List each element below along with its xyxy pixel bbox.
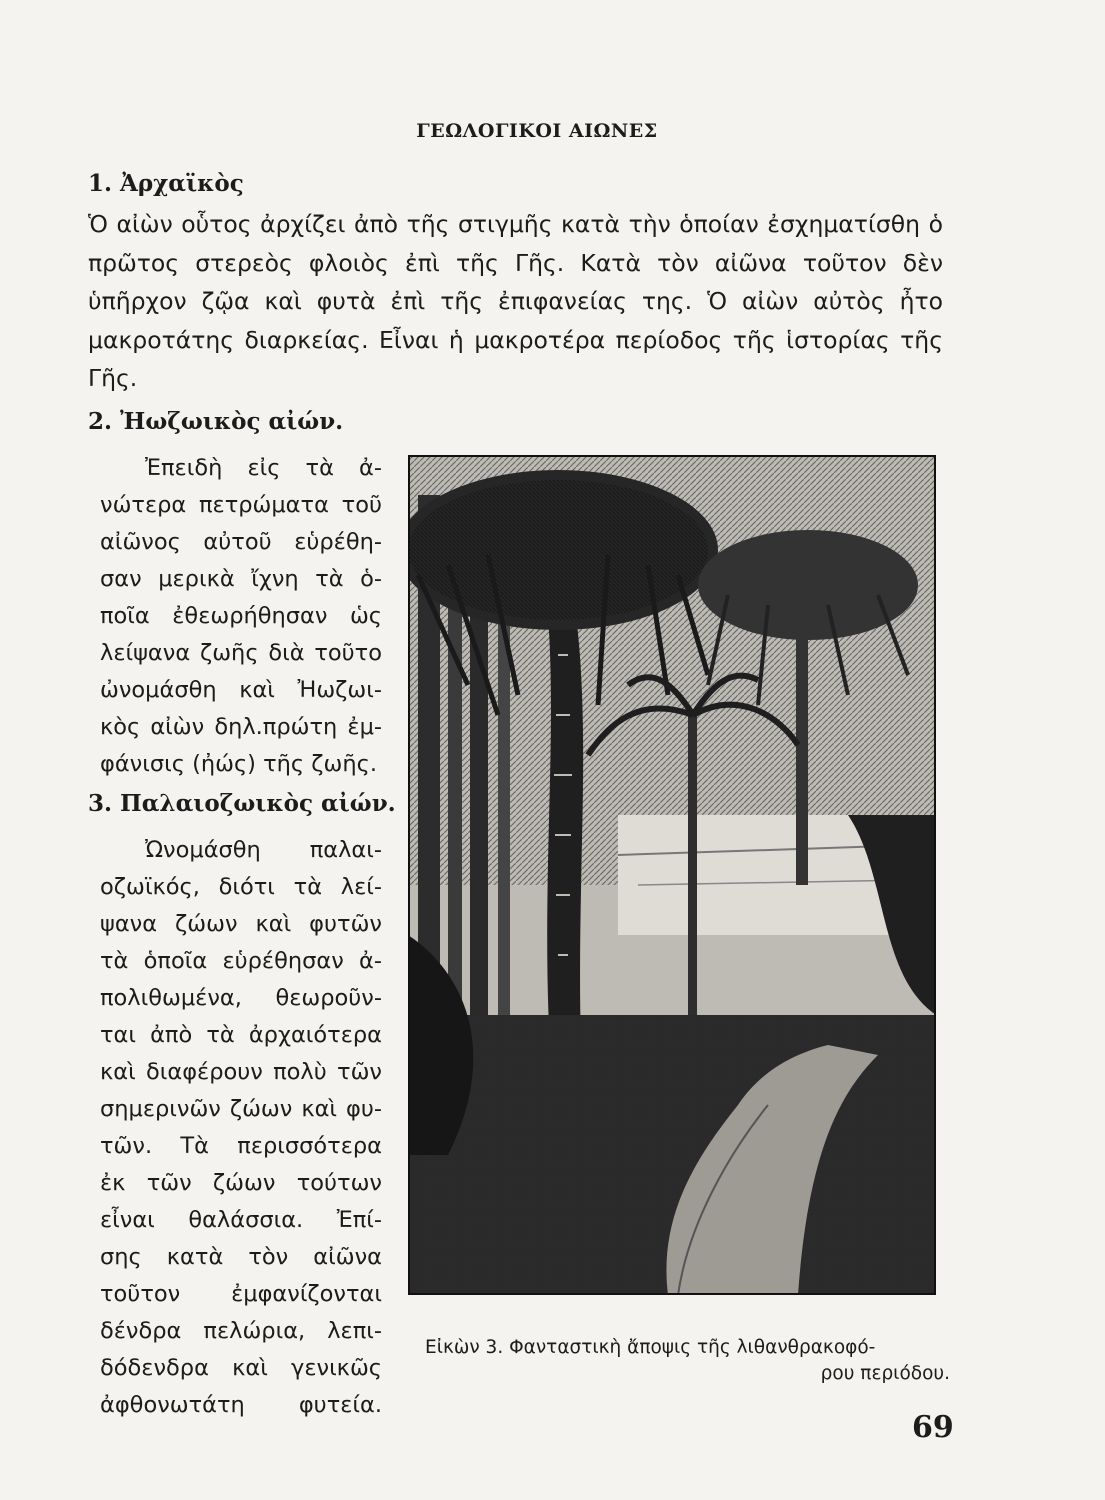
text-line: καὶ διαφέρουν πολὺ τῶν <box>100 1059 382 1085</box>
figure-caption <box>425 1335 950 1387</box>
text-line: ὠνομάσθη καὶ Ἠωζωι- <box>100 677 382 703</box>
page-number: 69 <box>912 1410 954 1445</box>
carboniferous-forest-illustration <box>408 455 936 1295</box>
section-heading-archaic: 1. Ἀρχαϊκὸς <box>88 170 244 197</box>
section-heading-eozoic: 2. Ἠωζωικὸς αἰών. <box>88 408 344 435</box>
text-line: λείψανα ζωῆς διὰ τοῦτο <box>100 640 382 666</box>
text-line: τὰ ὁποῖα εὑρέθησαν ἀ- <box>100 948 382 974</box>
section-text-paleozoic <box>100 832 382 1424</box>
caption-line: Εἰκὼν 3. Φανταστικὴ ἄποψις τῆς λιθανθρακοφό- <box>425 1337 876 1358</box>
text-line: οζωϊκός, διότι τὰ λεί- <box>100 874 382 900</box>
text-line: δόδενδρα καὶ γενικῶς <box>100 1355 382 1381</box>
section-text-archaic: Ὁ αἰὼν οὗτος ἀρχίζει ἀπὸ τῆς στιγμῆς κατὰ τὴν ὁποίαν ἐσχηματίσθη ὁ πρῶτος στερεὸς φλοιὸς ἐπὶ τῆς Γῆς. Κατὰ τὸν αἰῶνα τοῦτον δὲν ὑπῆρχον ζῷα καὶ φυτὰ ἐπὶ τῆς ἐπιφανείας της. Ὁ αἰὼν αὐτὸς ἦτο μακροτάτης διαρκείας. Εἶναι ἡ μακροτέρα περίοδος τῆς ἱστορίας τῆς Γῆς. <box>88 210 943 392</box>
text-line: δένδρα πελώρια, λεπι- <box>100 1318 382 1344</box>
text-line: νώτερα πετρώματα τοῦ <box>100 492 382 518</box>
text-line: ται ἀπὸ τὰ ἀρχαιότερα <box>100 1022 382 1048</box>
text-line: κὸς αἰὼν δηλ.πρώτη ἐμ- <box>100 714 382 740</box>
text-line: τῶν. Τὰ περισσότερα <box>100 1133 382 1159</box>
text-line: ποῖα ἐθεωρήθησαν ὡς <box>100 603 382 629</box>
text-line: σημερινῶν ζώων καὶ φυ- <box>100 1096 382 1122</box>
caption-line: ρου περιόδου. <box>820 1363 950 1384</box>
section-heading-paleozoic: 3. Παλαιοζωικὸς αἰών. <box>88 790 396 817</box>
text-line: εἶναι θαλάσσια. Ἐπί- <box>100 1207 382 1233</box>
text-line: Ἐπειδὴ εἰς τὰ ἀ- <box>145 455 382 481</box>
text-line: Ὠνομάσθη παλαι- <box>145 837 382 863</box>
text-line: σης κατὰ τὸν αἰῶνα <box>100 1244 382 1270</box>
page-title: ΓΕΩΛΟΓΙΚΟΙ ΑΙΩΝΕΣ <box>416 120 658 142</box>
text-line: ψανα ζώων καὶ φυτῶν <box>100 911 382 937</box>
text-line: φάνισις (ἠώς) τῆς ζωῆς. <box>100 751 377 777</box>
text-line: τοῦτον ἐμφανίζονται <box>100 1281 382 1307</box>
text-line: πολιθωμένα, θεωροῦν- <box>100 985 382 1011</box>
text-line: ἀφθονωτάτη φυτεία. <box>100 1392 382 1418</box>
text-line: σαν μερικὰ ἴχνη τὰ ὁ- <box>100 566 382 592</box>
text-line: ἐκ τῶν ζώων τούτων <box>100 1170 382 1196</box>
text-line: αἰῶνος αὐτοῦ εὑρέθη- <box>100 529 382 555</box>
section-text-eozoic <box>100 450 382 783</box>
